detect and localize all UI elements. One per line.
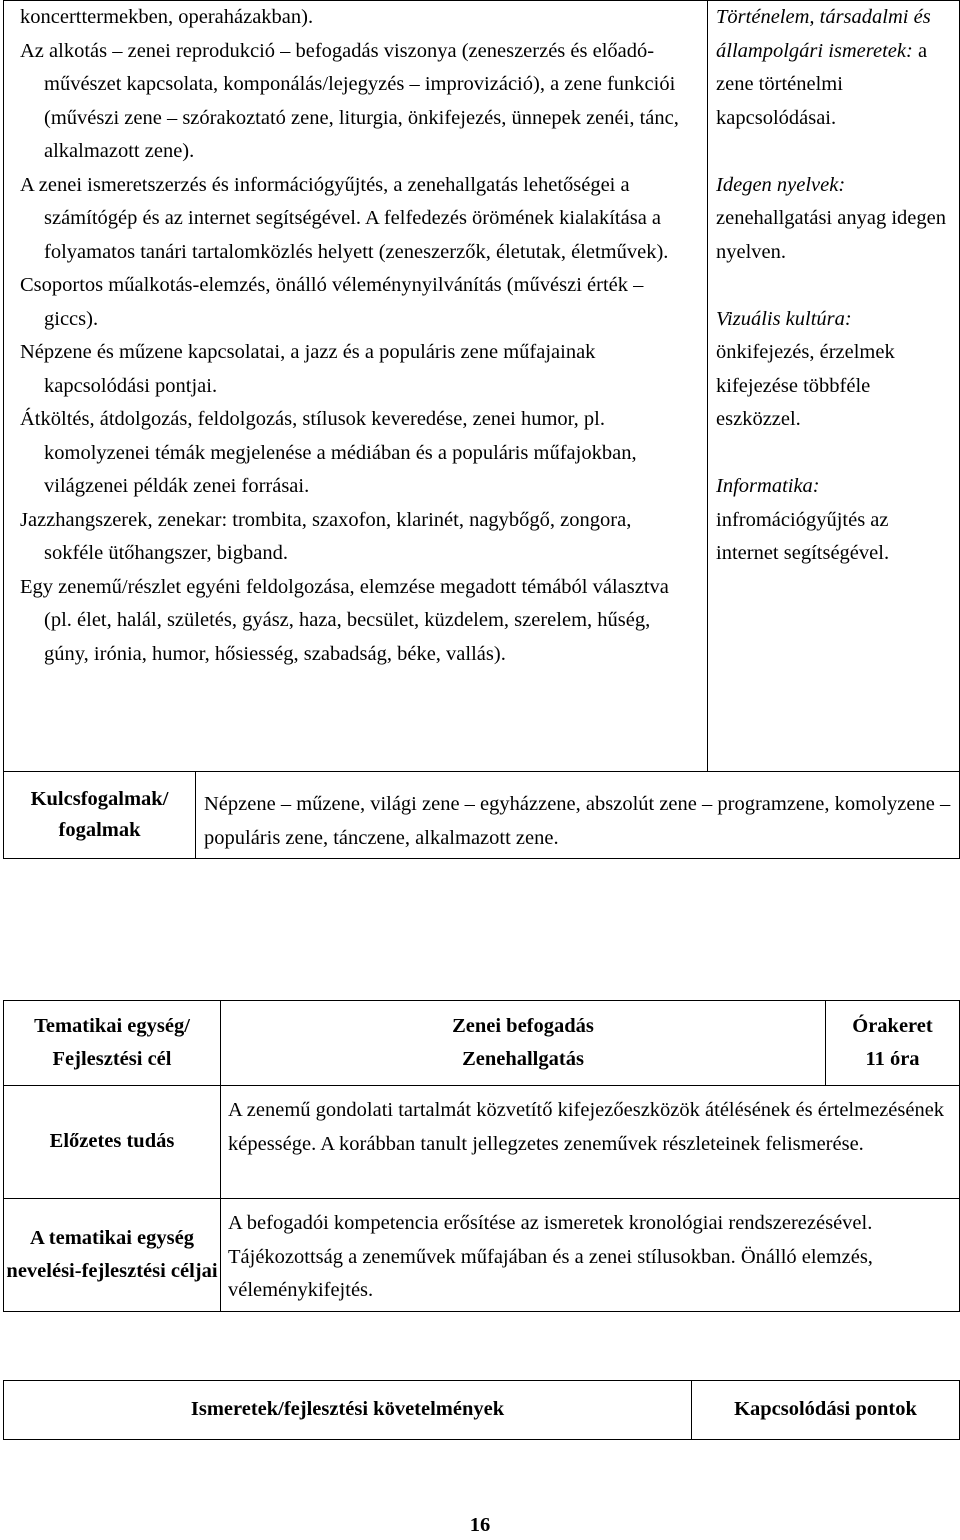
link-text: önkifejezés, érzelmek kifejezése többféle eszközzel. <box>716 341 895 430</box>
hours-label: Órakeret <box>852 1014 933 1037</box>
key-concepts-text: Népzene – műzene, világi zene – egyházzene, abszolút zene – programzene, komolyzene – populáris zene, tánczene, alkalmazott zene. <box>196 772 960 859</box>
requirement-item: Egy zenemű/részlet egyéni feldolgozása, elemzése megadott témából választva (pl. élet, halál, születés, gyász, haza, becsület, küzdelem, szerelem, hűség, gúny, irónia, humor, hősiesség, szabadság, béke, vallás). <box>20 575 669 665</box>
requirements-header: Ismeretek/fejlesztési követelmények <box>4 1381 692 1440</box>
link-languages <box>716 169 953 270</box>
requirement-item: Csoportos műalkotás-elemzés, önálló véleménynyilvánítás (művészi érték – giccs). <box>20 274 644 330</box>
page-number: 16 <box>469 1514 491 1536</box>
link-visual-culture <box>716 303 953 437</box>
goals-label: A tematikai egység nevelési-fejlesztési céljai <box>4 1199 221 1312</box>
link-subject: Vizuális kultúra: <box>716 307 852 330</box>
link-informatics <box>716 470 953 571</box>
link-history <box>716 1 953 135</box>
link-subject: Informatika: <box>716 475 820 497</box>
links-cell <box>708 1 960 772</box>
goals-text: A befogadói kompetencia erősítése az ismeretek kronológiai rendszerezésével. Tájékozottság a zeneművek műfajában és a zenei stílusokban. Önálló elemzés, véleménykifejtés. <box>221 1199 960 1312</box>
requirement-item: Az alkotás – zenei reprodukció – befogadás viszonya (zeneszerzés és előadó-művészet kapcsolata, komponálás/lejegyzés – improvizáció), a zene funkciói (művészi zene – szórakoztató zene, liturgia, önkifejezés, ünnepek zenéi, tánc, alkalmazott zene). <box>20 39 679 162</box>
content-table <box>3 0 960 859</box>
unit-title <box>221 1001 826 1086</box>
unit-label: Tematikai egység/ Fejlesztési cél <box>4 1001 221 1086</box>
link-subject: Idegen nyelvek: <box>716 173 846 196</box>
requirement-item: Átköltés, átdolgozás, feldolgozás, stílusok keveredése, zenei humor, pl. komolyzenei témák megjelenése a médiában és a populáris műfajokban, világzenei példák zenei forrásai. <box>20 408 637 497</box>
unit-table <box>3 1000 960 1312</box>
requirement-item: Jazzhangszerek, zenekar: trombita, szaxofon, klarinét, nagybőgő, zongora, sokféle ütőhangszer, bigband. <box>20 508 632 564</box>
requirement-item: koncerttermekben, operaházakban). <box>20 6 314 28</box>
key-concepts-label: Kulcsfogalmak/ fogalmak <box>4 772 196 859</box>
link-subject: Történelem, társadalmi és állampolgári ismeretek: <box>716 6 931 62</box>
prior-knowledge-text: A zenemű gondolati tartalmát közvetítő kifejezőeszközök átélésének és értelmezésének képessége. A korábban tanult jellegzetes zeneművek részleteinek felismerése. <box>221 1086 960 1199</box>
requirements-cell <box>4 1 708 772</box>
link-text: infromációgyűjtés az internet segítségével. <box>716 508 890 564</box>
prior-knowledge-label: Előzetes tudás <box>4 1086 221 1199</box>
links-header: Kapcsolódási pontok <box>692 1381 960 1440</box>
hours-cell <box>826 1001 960 1086</box>
requirement-item: A zenei ismeretszerzés és információgyűjtés, a zenehallgatás lehetőségei a számítógép és az internet segítségével. A felfedezés örömének kialakítása a folyamatos tanári tartalomközlés helyett (zeneszerzők, életutak, életművek). <box>20 173 669 263</box>
unit-title-text: Zenei befogadás Zenehallgatás <box>452 1014 594 1070</box>
link-text: a zene történelmi kapcsolódásai. <box>716 39 928 129</box>
hours-value: 11 óra <box>865 1048 920 1070</box>
requirements-header-table <box>3 1380 960 1440</box>
requirement-item: Népzene és műzene kapcsolatai, a jazz és a populáris zene műfajainak kapcsolódási pontjai. <box>20 341 596 397</box>
link-text: zenehallgatási anyag idegen nyelven. <box>716 207 946 263</box>
